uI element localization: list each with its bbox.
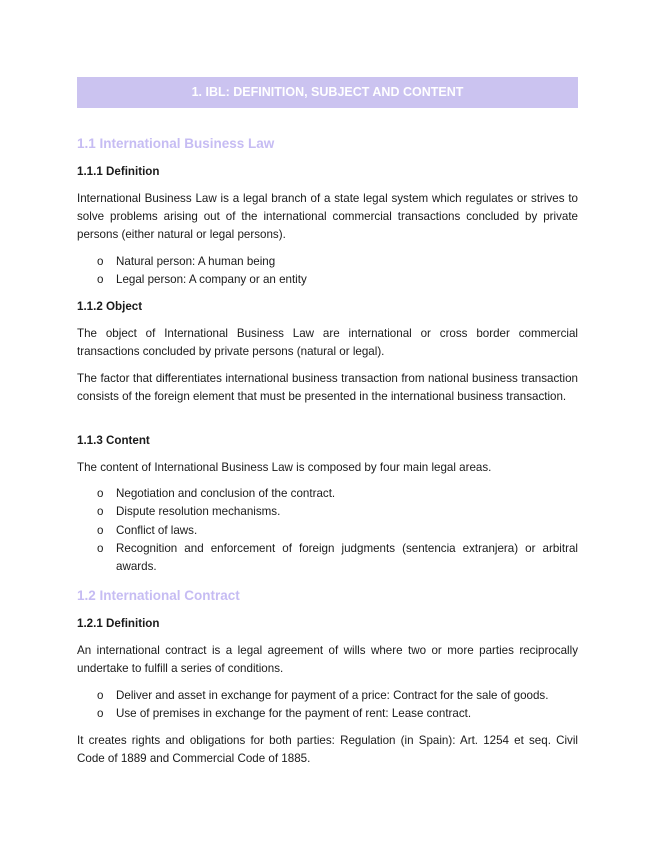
- subsection-heading: 1.1.3 Content: [77, 434, 150, 447]
- subsection-heading: 1.1.1 Definition: [77, 165, 160, 178]
- bullet-marker: o: [97, 273, 104, 286]
- paragraph: An international contract is a legal agreement of wills where two or more parties reciprocally undertake to fulfill a series of conditions.: [77, 644, 578, 675]
- list-item: o Recognition and enforcement of foreign judgments (sentencia extranjera) or arbitral awards.: [97, 542, 578, 573]
- bullet-marker: o: [97, 487, 104, 500]
- bullet-marker: o: [97, 542, 104, 555]
- subsection-heading: 1.2.1 Definition: [77, 617, 160, 630]
- paragraph: The object of International Business Law are international or cross border commercial transactions concluded by private persons (natural or legal).: [77, 327, 578, 358]
- subsection-heading: 1.1.2 Object: [77, 300, 143, 313]
- list-item: o Legal person: A company or an entity: [77, 271, 578, 289]
- paragraph: International Business Law is a legal branch of a state legal system which regulates or strives to solve problems arising out of the international commercial transactions concluded by private persons (either natural or legal persons).: [77, 192, 578, 241]
- chapter-banner: 1. IBL: DEFINITION, SUBJECT AND CONTENT: [77, 77, 578, 108]
- list-item: o Conflict of laws.: [77, 522, 578, 540]
- list-item: o Negotiation and conclusion of the contract.: [77, 485, 578, 503]
- paragraph: It creates rights and obligations for both parties: Regulation (in Spain): Art. 1254 et seq. Civil Code of 1889 and Commercial Code of 1885.: [77, 734, 578, 765]
- section-heading: 1.2 International Contract: [77, 588, 240, 603]
- list-item: o Natural person: A human being: [77, 253, 578, 271]
- list-item: o Deliver and asset in exchange for payment of a price: Contract for the sale of goods.: [77, 687, 578, 705]
- paragraph: The factor that differentiates international business transaction from national business transaction consists of the foreign element that must be presented in the international business transaction.: [77, 372, 578, 403]
- bullet-marker: o: [97, 505, 104, 518]
- list-item: o Dispute resolution mechanisms.: [77, 503, 578, 521]
- section-heading: 1.1 International Business Law: [77, 136, 275, 151]
- bullet-marker: o: [97, 689, 104, 702]
- bullet-marker: o: [97, 707, 104, 720]
- list-item: o Use of premises in exchange for the payment of rent: Lease contract.: [77, 705, 578, 723]
- bullet-marker: o: [97, 524, 104, 537]
- paragraph: The content of International Business Law is composed by four main legal areas.: [77, 461, 492, 474]
- bullet-marker: o: [97, 255, 104, 268]
